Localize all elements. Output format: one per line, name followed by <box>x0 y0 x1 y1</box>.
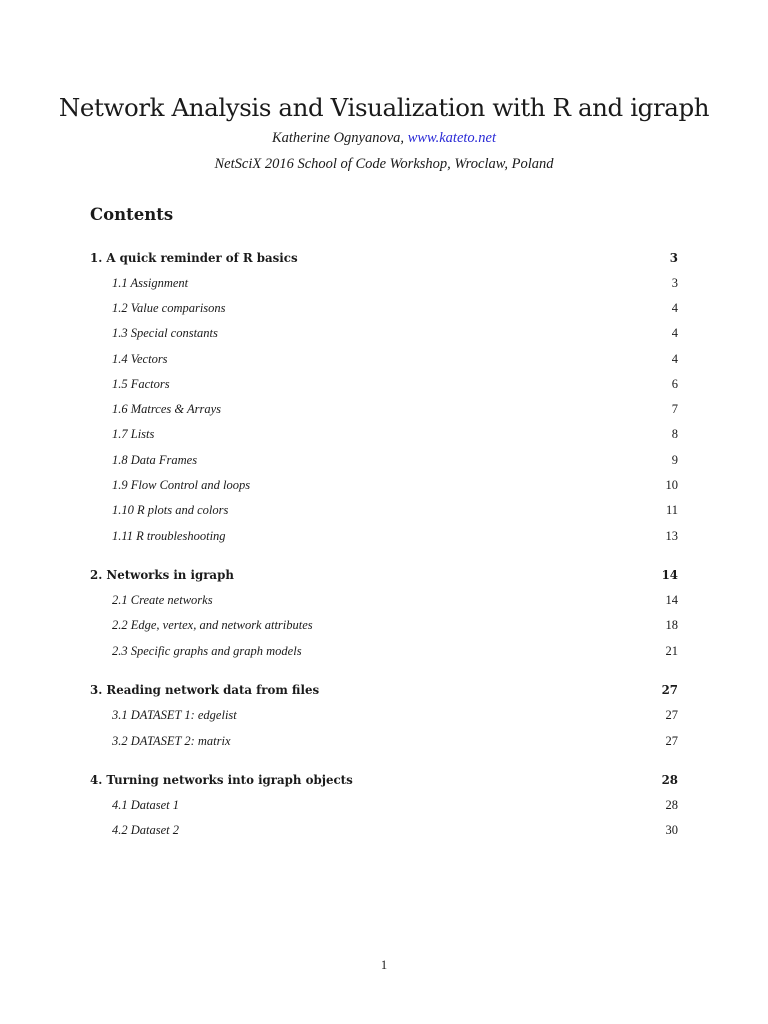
toc-entry-page: 8 <box>671 427 678 441</box>
toc-entry-title: 1.5 Factors <box>112 377 176 392</box>
toc-entry-title: 2.3 Specific graphs and graph models <box>112 644 308 659</box>
toc-entry-1-1[interactable] <box>112 276 679 296</box>
toc-entry-4-1[interactable] <box>112 798 679 818</box>
toc-entry-page: 13 <box>665 529 678 543</box>
toc-section-title: 4. Turning networks into igraph objects <box>90 773 353 787</box>
toc-entry-title: 3.2 DATASET 2: matrix <box>112 734 237 749</box>
toc-section-1[interactable] <box>90 251 679 271</box>
toc-entry-page: 14 <box>665 593 678 607</box>
toc-entry-page: 18 <box>665 618 678 632</box>
toc-entry-page: 4 <box>671 301 678 315</box>
toc-entry-title: 1.11 R troubleshooting <box>112 529 232 544</box>
toc-section-title: 2. Networks in igraph <box>90 568 234 582</box>
toc-entry-2-2[interactable] <box>112 618 679 638</box>
toc-entry-page: 27 <box>665 708 678 722</box>
toc-entry-1-5[interactable] <box>112 377 679 397</box>
event-line: NetSciX 2016 School of Code Workshop, Wroclaw, Poland <box>214 156 554 172</box>
toc-section-page: 14 <box>661 568 678 582</box>
document-title: Network Analysis and Visualization with R and igraph <box>58 93 710 122</box>
toc-section-title: 1. A quick reminder of R basics <box>90 251 298 265</box>
toc-entry-1-7[interactable] <box>112 427 679 447</box>
contents-heading: Contents <box>90 205 174 224</box>
toc-entry-title: 1.4 Vectors <box>112 352 174 367</box>
toc-entry-1-8[interactable] <box>112 453 679 473</box>
toc-entry-title: 1.9 Flow Control and loops <box>112 478 256 493</box>
toc-section-3[interactable] <box>90 683 679 703</box>
toc-section-page: 28 <box>661 773 678 787</box>
toc-entry-title: 4.2 Dataset 2 <box>112 823 185 838</box>
toc-entry-title: 1.1 Assignment <box>112 276 194 291</box>
toc-entry-page: 6 <box>671 377 678 391</box>
toc-entry-title: 4.1 Dataset 1 <box>112 798 185 813</box>
toc-entry-title: 1.8 Data Frames <box>112 453 203 468</box>
toc-entry-page: 3 <box>671 276 678 290</box>
toc-entry-4-2[interactable] <box>112 823 679 843</box>
toc-entry-1-4[interactable] <box>112 352 679 372</box>
toc-section-page: 3 <box>669 251 678 265</box>
toc-entry-1-6[interactable] <box>112 402 679 422</box>
toc-entry-title: 1.7 Lists <box>112 427 160 442</box>
toc-entry-page: 30 <box>665 823 678 837</box>
toc-entry-2-1[interactable] <box>112 593 679 613</box>
toc-entry-title: 2.1 Create networks <box>112 593 219 608</box>
toc-entry-3-1[interactable] <box>112 708 679 728</box>
toc-entry-page: 4 <box>671 352 678 366</box>
toc-entry-2-3[interactable] <box>112 644 679 664</box>
toc-entry-title: 2.2 Edge, vertex, and network attributes <box>112 618 319 633</box>
toc-entry-1-9[interactable] <box>112 478 679 498</box>
toc-entry-page: 28 <box>665 798 678 812</box>
toc-entry-page: 4 <box>671 326 678 340</box>
toc-entry-page: 11 <box>665 503 678 517</box>
toc-entry-page: 27 <box>665 734 678 748</box>
toc-entry-3-2[interactable] <box>112 734 679 754</box>
toc-entry-title: 3.1 DATASET 1: edgelist <box>112 708 243 723</box>
toc-entry-title: 1.10 R plots and colors <box>112 503 234 518</box>
toc-entry-title: 1.6 Matrces & Arrays <box>112 402 227 417</box>
toc-entry-title: 1.2 Value comparisons <box>112 301 232 316</box>
author-name: Katherine Ognyanova, <box>271 130 405 146</box>
toc-entry-1-3[interactable] <box>112 326 679 346</box>
toc-section-2[interactable] <box>90 568 679 588</box>
toc-entry-page: 9 <box>671 453 678 467</box>
page-number: 1 <box>380 958 388 972</box>
toc-entry-page: 10 <box>665 478 678 492</box>
toc-section-page: 27 <box>661 683 678 697</box>
toc-entry-page: 7 <box>671 402 678 416</box>
toc-entry-title: 1.3 Special constants <box>112 326 224 341</box>
toc-entry-1-10[interactable] <box>112 503 679 523</box>
toc-section-4[interactable] <box>90 773 679 793</box>
toc-entry-1-2[interactable] <box>112 301 679 321</box>
toc-section-title: 3. Reading network data from files <box>90 683 320 697</box>
toc-entry-page: 21 <box>665 644 678 658</box>
author-website-link[interactable]: www.kateto.net <box>407 130 497 146</box>
toc-entry-1-11[interactable] <box>112 529 679 549</box>
